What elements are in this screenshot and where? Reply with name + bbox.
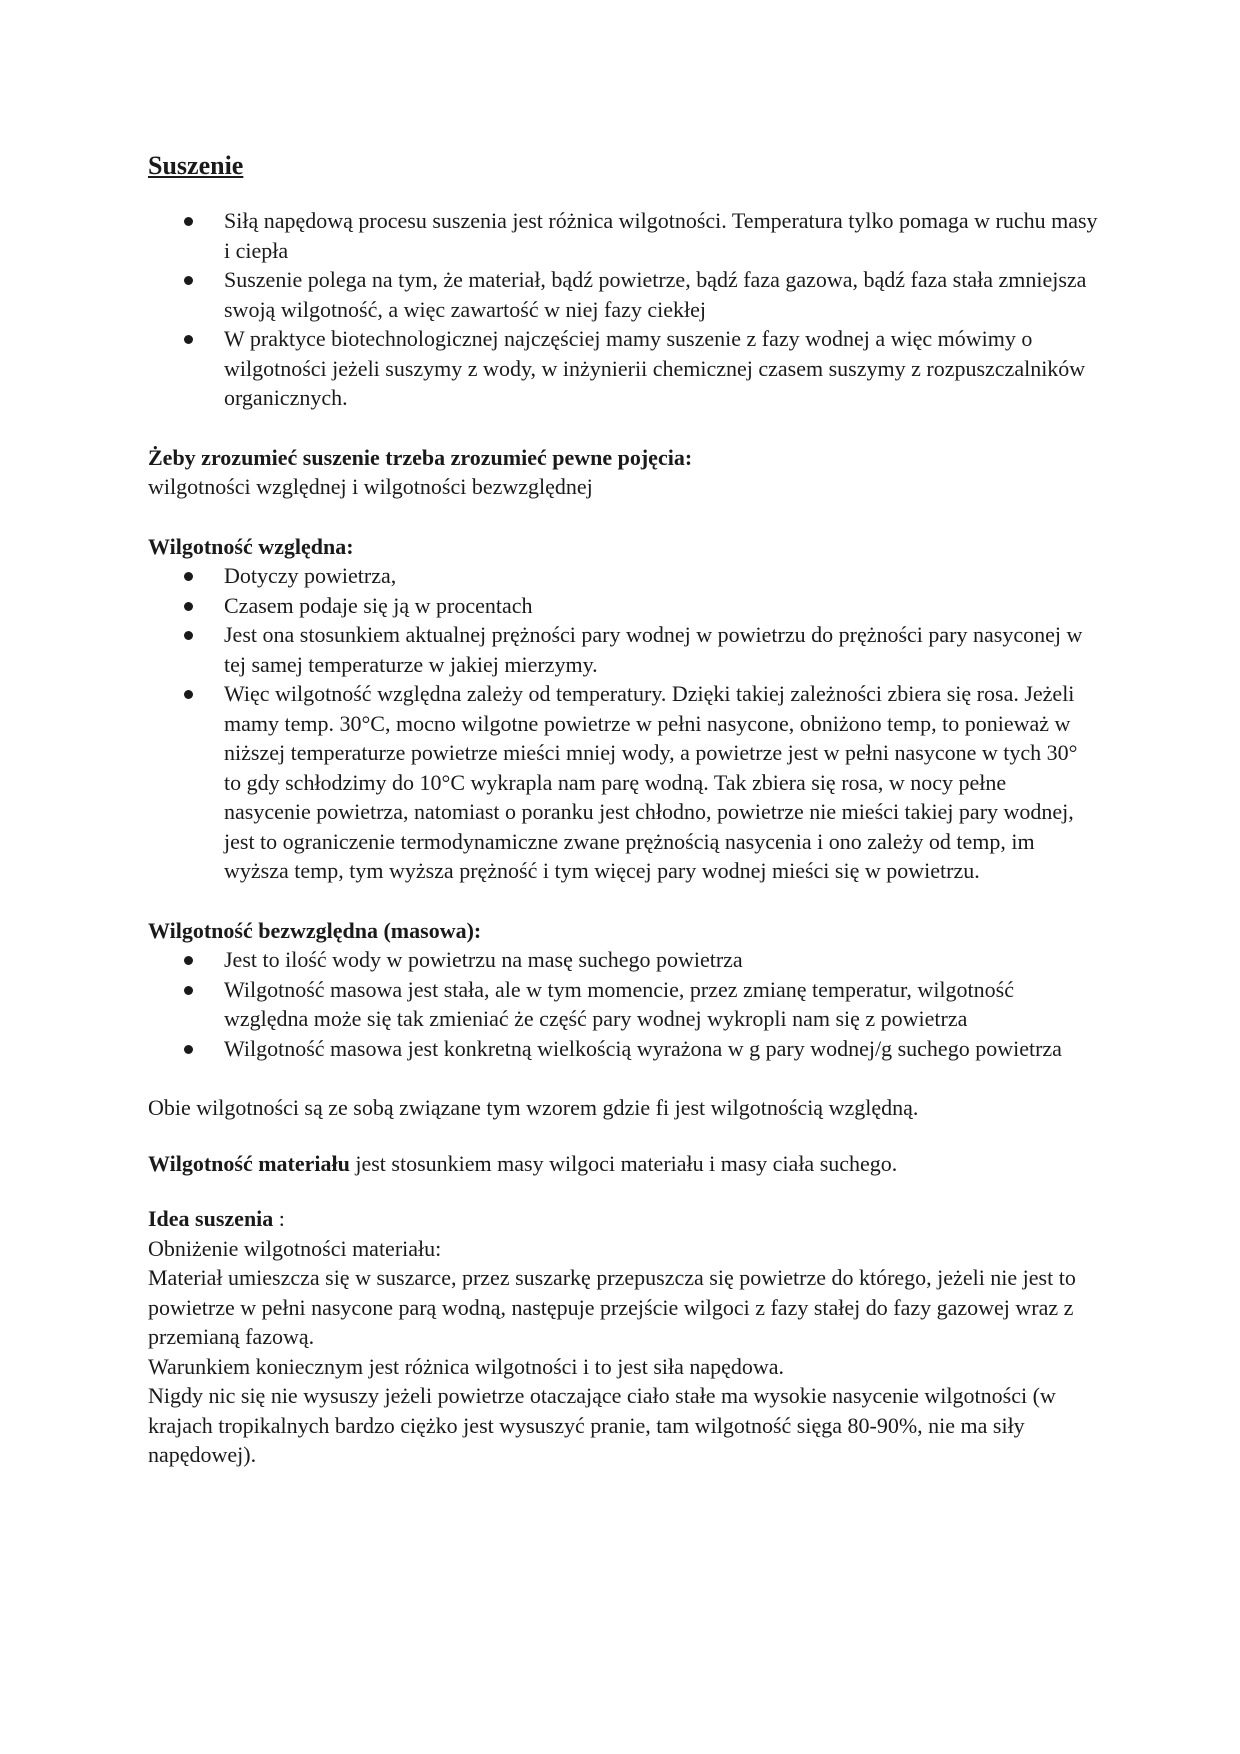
list-item: Wilgotność masowa jest konkretną wielkością wyrażona w g pary wodnej/g suchego powietrza bbox=[224, 1034, 1098, 1064]
list-item: Jest ona stosunkiem aktualnej prężności pary wodnej w powietrzu do prężności pary nasyconej w tej samej temperaturze w jakiej mierzymy. bbox=[224, 620, 1098, 679]
idea-line: Warunkiem koniecznym jest różnica wilgotności i to jest siła napędowa. bbox=[148, 1353, 785, 1379]
relative-humidity-list bbox=[148, 561, 1098, 886]
material-humidity-term: Wilgotność materiału bbox=[148, 1150, 350, 1176]
idea-line: Materiał umieszcza się w suszarce, przez suszarkę przepuszcza się powietrze do którego, jeżeli nie jest to powietrze w pełni nasycone parą wodną, następuje przejście wilgoci z fazy stałej do fazy gazowej wraz z przemianą fazową. bbox=[148, 1265, 1076, 1349]
list-item: Wilgotność masowa jest stała, ale w tym momencie, przez zmianę temperatur, wilgotność względna może się tak zmieniać że część pary wodnej wykropli nam się z powietrza bbox=[224, 975, 1098, 1034]
bullet-icon bbox=[184, 956, 193, 965]
document-page bbox=[148, 150, 1098, 1470]
bullet-icon bbox=[184, 572, 193, 581]
list-item: W praktyce biotechnologicznej najczęściej mamy suszenie z fazy wodnej a więc mówimy o wilgotności jeżeli suszymy z wody, w inżynierii chemicznej czasem suszymy z rozpuszczalników organicznych. bbox=[224, 324, 1098, 413]
concepts-text: wilgotności względnej i wilgotności bezwzględnej bbox=[148, 474, 593, 499]
idea-line: Nigdy nic się nie wysuszy jeżeli powietrze otaczające ciało stałe ma wysokie nasycenie wilgotności (w krajach tropikalnych bardzo ciężko jest wysuszyć pranie, tam wilgotność sięga 80-90%, nie ma siły napędowej). bbox=[148, 1383, 1056, 1467]
material-humidity-definition: jest stosunkiem masy wilgoci materiału i masy ciała suchego. bbox=[349, 1150, 898, 1176]
bullet-icon bbox=[184, 602, 193, 611]
absolute-humidity-list bbox=[148, 945, 1098, 1063]
bullet-icon bbox=[184, 690, 193, 699]
list-item: Więc wilgotność względna zależy od temperatury. Dzięki takiej zależności zbiera się rosa. Jeżeli mamy temp. 30°C, mocno wilgotne powietrze w pełni nasycone, obniżono temp, to ponieważ w niższej temperaturze powietrze mieści mniej wody, a powietrze jest w pełni nasycone w tych 30° to gdy schłodzimy do 10°C wykrapla nam parę wodną. Tak zbiera się rosa, w nocy pełne nasycenie powietrza, natomiast o poranku jest chłodno, powietrze nie mieści takiej pary wodnej, jest to ograniczenie termodynamiczne zwane prężnością nasycenia i ono zależy od temp, im wyższa temp, tym wyższa prężność i tym więcej pary wodnej mieści się w powietrzu. bbox=[224, 679, 1098, 886]
bullet-icon bbox=[184, 276, 193, 285]
material-humidity-paragraph bbox=[148, 1149, 1098, 1179]
document-title: Suszenie bbox=[148, 151, 244, 180]
bullet-icon bbox=[184, 631, 193, 640]
intro-bullet-list bbox=[148, 206, 1098, 413]
idea-line: Obniżenie wilgotności materiału: bbox=[148, 1235, 442, 1261]
bullet-icon bbox=[184, 217, 193, 226]
relative-humidity-heading: Wilgotność względna: bbox=[148, 533, 354, 559]
bullet-icon bbox=[184, 1045, 193, 1054]
bullet-icon bbox=[184, 335, 193, 344]
bullet-icon bbox=[184, 986, 193, 995]
idea-heading-line bbox=[148, 1204, 1098, 1234]
list-item: Czasem podaje się ją w procentach bbox=[224, 591, 1098, 621]
absolute-humidity-heading: Wilgotność bezwzględna (masowa): bbox=[148, 917, 482, 943]
idea-heading: Idea suszenia bbox=[148, 1206, 274, 1231]
relation-text: Obie wilgotności są ze sobą związane tym wzorem gdzie fi jest wilgotnością względną. bbox=[148, 1095, 919, 1120]
idea-heading-suffix: : bbox=[273, 1206, 285, 1231]
list-item: Jest to ilość wody w powietrzu na masę suchego powietrza bbox=[224, 945, 1098, 975]
list-item: Suszenie polega na tym, że materiał, bądź powietrze, bądź faza gazowa, bądź faza stała zmniejsza swoją wilgotność, a więc zawartość w niej fazy ciekłej bbox=[224, 265, 1098, 324]
concepts-heading: Żeby zrozumieć suszenie trzeba zrozumieć pewne pojęcia: bbox=[148, 444, 693, 470]
list-item: Siłą napędową procesu suszenia jest różnica wilgotności. Temperatura tylko pomaga w ruchu masy i ciepła bbox=[224, 206, 1098, 265]
list-item: Dotyczy powietrza, bbox=[224, 561, 1098, 591]
